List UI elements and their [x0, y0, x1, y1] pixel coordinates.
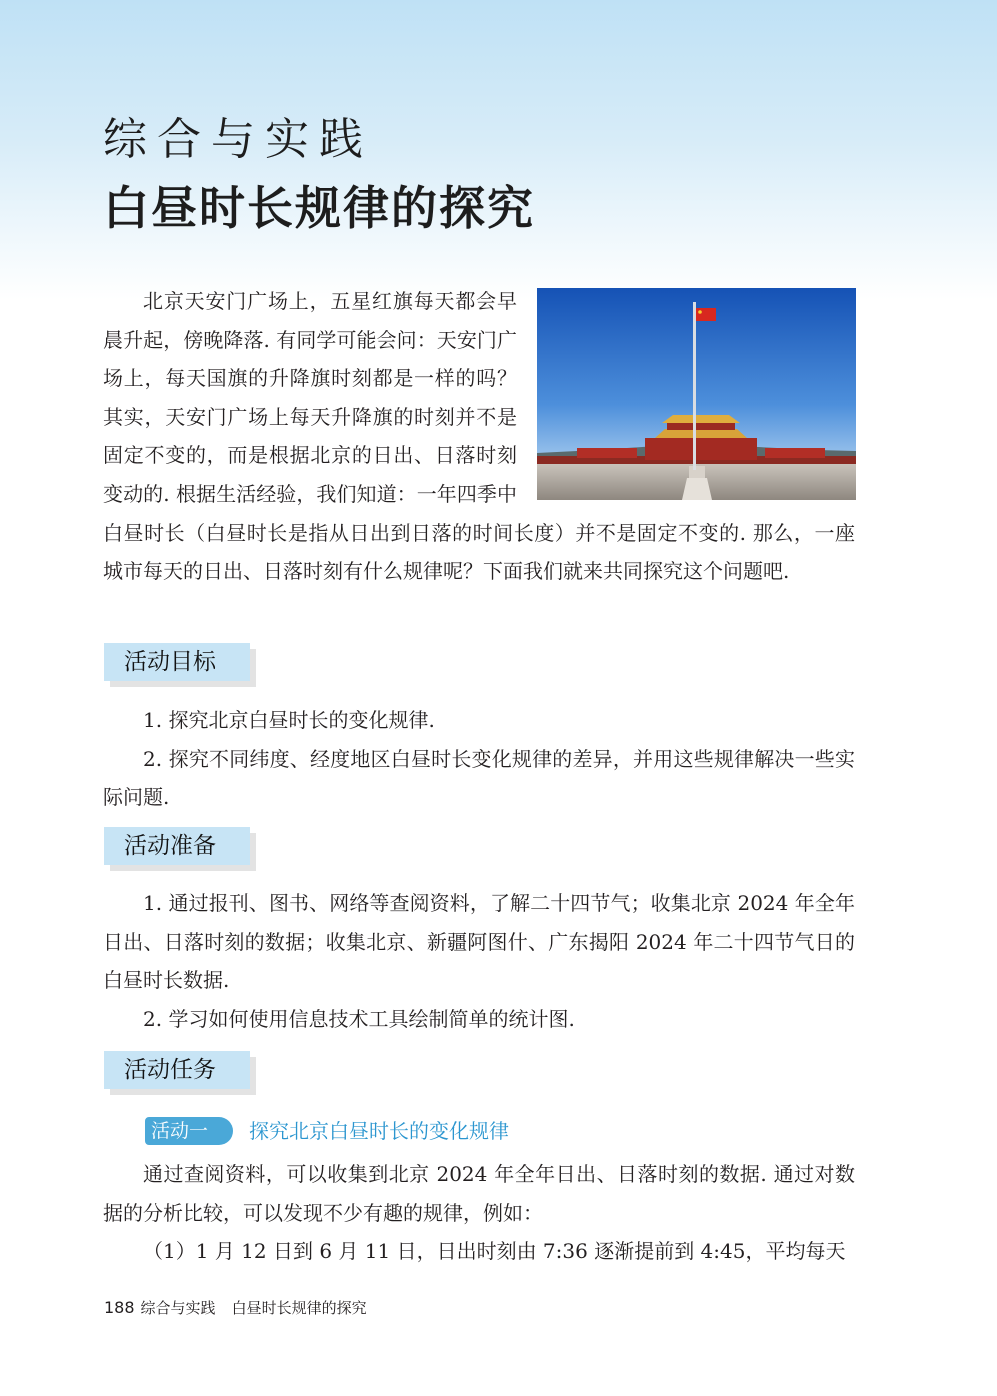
activity-title: 探究北京白昼时长的变化规律 [249, 1119, 509, 1143]
prep-item: 2. 学习如何使用信息技术工具绘制简单的统计图. [143, 1006, 575, 1031]
goals-badge: 活动目标 [104, 643, 250, 681]
page-title: 白昼时长规律的探究 [103, 181, 535, 235]
image-wrap-space [535, 288, 855, 502]
page-heading [103, 112, 535, 238]
activity-paragraph: 通过查阅资料，可以收集到北京 2024 年全年日出、日落时刻的数据. 通过对数据的分析比较，可以发现不少有趣的规律，例如： [103, 1162, 855, 1225]
tasks-badge: 活动任务 [104, 1051, 250, 1089]
goal-item: 2. 探究不同纬度、经度地区白昼时长变化规律的差异，并用这些规律解决一些实际问题. [103, 746, 855, 810]
activity-body [103, 1155, 855, 1271]
prep-list [103, 884, 855, 1038]
intro-paragraph [103, 282, 855, 591]
footer-topic: 白昼时长规律的探究 [231, 1299, 367, 1317]
activity-paragraph: （1）1 月 12 日到 6 月 11 日，日出时刻由 7:36 逐渐提前到 4:45，平均每天 [143, 1239, 846, 1264]
page-footer [104, 1297, 367, 1319]
prep-item: 1. 通过报刊、图书、网络等查阅资料，了解二十四节气；收集北京 2024 年全年日出、日落时刻的数据；收集北京、新疆阿图什、广东揭阳 2024 年二十四节气日的白昼时长数据. [103, 891, 855, 993]
section-heading: 综合与实践 [103, 114, 373, 165]
goals-list [103, 701, 855, 817]
goal-item: 1. 探究北京白昼时长的变化规律. [143, 708, 435, 732]
page-number: 188 [104, 1298, 135, 1317]
prep-badge: 活动准备 [104, 827, 250, 865]
activity-tag: 活动一 [145, 1117, 233, 1145]
intro-text: 北京天安门广场上，五星红旗每天都会早晨升起，傍晚降落. 有同学可能会问：天安门广场上，每天国旗的升降旗时刻都是一样的吗？其实，天安门广场上每天升降旗的时刻并不是固定不变的，而是根据北京的日出、日落时刻变动的. 根据生活经验，我们知道：一年四季中白昼时长（白昼时长是指从日出到日落的时间长度）并不是固定不变的. 那么，一座城市每天的日出、日落时刻有什么规律呢？下面我们就来共同探究这个问题吧. [103, 289, 855, 584]
footer-section: 综合与实践 [140, 1299, 216, 1317]
